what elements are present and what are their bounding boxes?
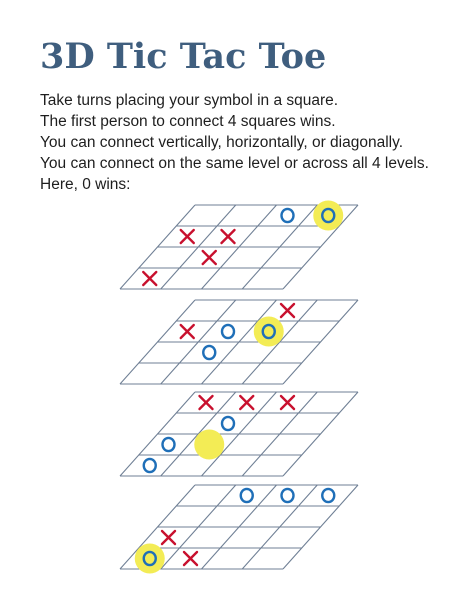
o-mark xyxy=(241,489,253,502)
x-mark xyxy=(162,531,175,544)
x-mark xyxy=(203,251,216,264)
winning-highlight xyxy=(194,430,224,460)
x-mark xyxy=(181,230,194,243)
winning-highlight xyxy=(254,317,284,347)
o-mark xyxy=(282,489,294,502)
x-mark xyxy=(200,396,213,409)
o-mark xyxy=(203,346,215,359)
board-level-3 xyxy=(120,392,358,476)
x-mark xyxy=(281,304,294,317)
instruction-line: You can connect vertically, horizontally, or diagonally. xyxy=(40,134,404,151)
board-level-4 xyxy=(120,485,358,574)
x-mark xyxy=(184,552,197,565)
board-level-2 xyxy=(120,300,358,384)
o-mark xyxy=(282,209,294,222)
instruction-line: The first person to connect 4 squares wins. xyxy=(40,113,336,130)
o-mark xyxy=(163,438,175,451)
o-mark xyxy=(222,417,234,430)
x-mark xyxy=(143,272,156,285)
o-mark xyxy=(222,325,234,338)
winning-highlight xyxy=(135,544,165,574)
winning-highlight xyxy=(313,201,343,231)
o-mark xyxy=(144,459,156,472)
instruction-line: You can connect on the same level or across all 4 levels. xyxy=(40,155,429,172)
x-mark xyxy=(281,396,294,409)
instruction-line: Take turns placing your symbol in a square. xyxy=(40,92,339,109)
page-title: 3D Tic Tac Toe xyxy=(40,36,327,77)
x-mark xyxy=(181,325,194,338)
instruction-line: Here, 0 wins: xyxy=(40,176,131,193)
x-mark xyxy=(240,396,253,409)
o-mark xyxy=(322,489,334,502)
board-level-1 xyxy=(120,201,358,290)
x-mark xyxy=(222,230,235,243)
